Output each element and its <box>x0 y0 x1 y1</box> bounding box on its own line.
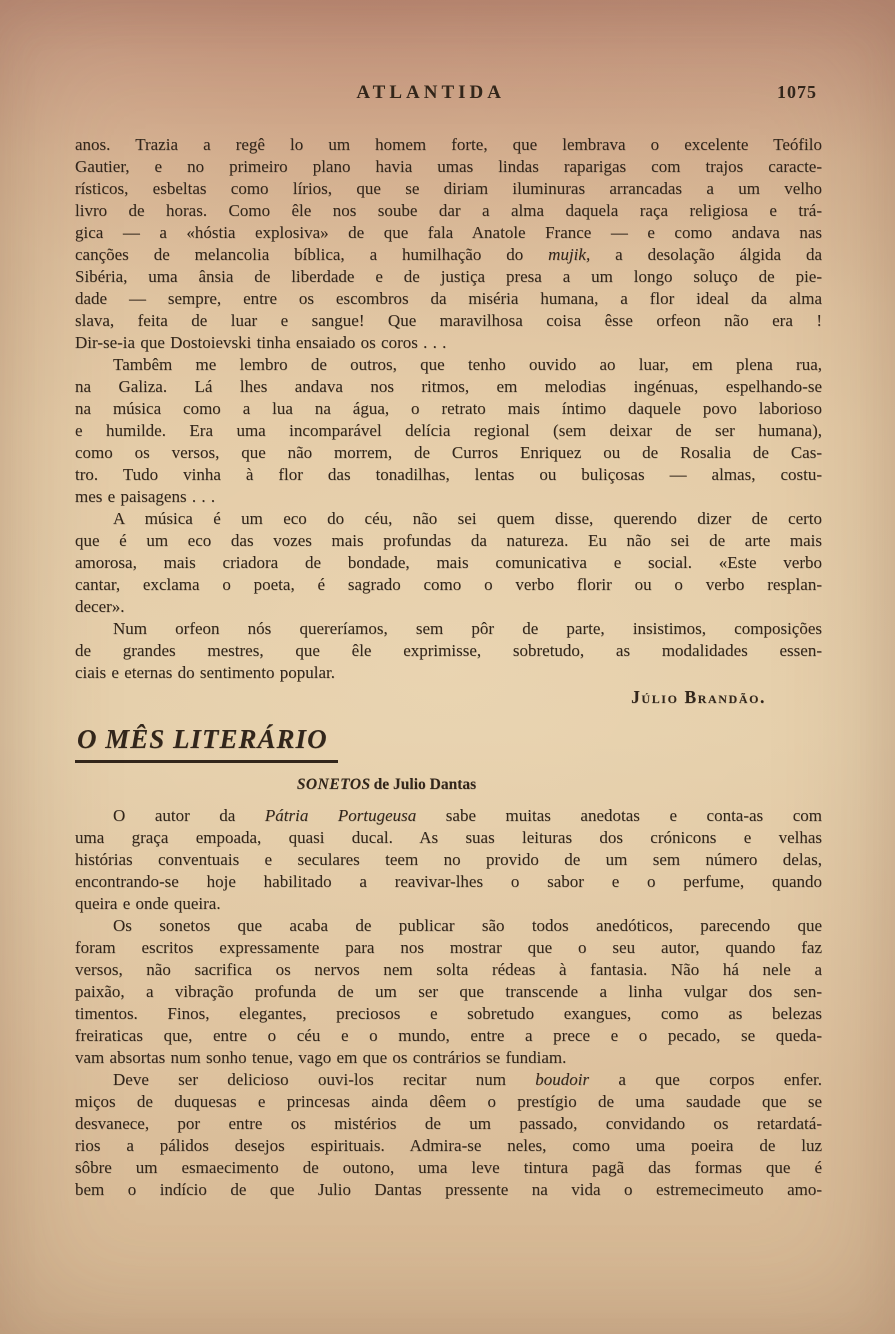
text-line: freiraticas que, entre o céu e o mundo, entre a prece e o pecado, se queda- <box>75 1025 822 1045</box>
paragraph <box>75 1069 822 1201</box>
text-line: que é um eco das vozes mais profundas da natureza. Eu não sei de arte mais <box>75 531 822 550</box>
text-line: e humilde. Era uma incomparável delícia regional (sem deixar de ser humana), <box>75 421 822 440</box>
paragraph <box>75 618 822 684</box>
page-number: 1075 <box>777 82 817 102</box>
text-line: anos. Trazia a regê lo um homem forte, que lembrava o excelente Teófilo <box>75 135 822 154</box>
text-line: ciais e eternas do sentimento popular. <box>75 663 336 682</box>
text-line: canções de melancolia bíblica, a humilhação do mujik, a desolação álgida da <box>75 245 822 264</box>
journal-title: ATLANTIDA <box>356 82 505 103</box>
paragraph <box>75 805 822 915</box>
text-line: A música é um eco do céu, não sei quem disse, querendo dizer de certo <box>113 509 822 528</box>
running-header <box>75 82 822 108</box>
text-line: Deve ser delicioso ouvi-los recitar num boudoir a que corpos enfer. <box>113 1069 822 1089</box>
text-line: foram escritos expressamente para nos mostrar que o seu autor, quando faz <box>75 937 822 957</box>
paragraph <box>75 915 822 1069</box>
paragraph <box>75 134 822 354</box>
text-line: Tambêm me lembro de outros, que tenho ouvido ao luar, em plena rua, <box>113 355 822 374</box>
text-line: na Galiza. Lá lhes andava nos ritmos, em melodias ingénuas, espelhando-se <box>75 377 822 396</box>
text-line: histórias conventuais e seculares teem no provido de um sem número delas, <box>75 849 822 869</box>
section-subtitle <box>13 774 760 796</box>
text-line: como os versos, que não morrem, de Curros Enriquez ou de Rosalia de Cas- <box>75 443 822 462</box>
section-heading: O MÊS LITERÁRIO <box>75 725 338 763</box>
text-line: tro. Tudo vinha à flor das tonadilhas, lentas ou buliçosas — almas, costu- <box>75 465 822 484</box>
text-line: O autor da Pátria Portugeusa sabe muitas anedotas e conta-as com <box>113 805 822 825</box>
text-line: livro de horas. Como êle nos soube dar a alma daquela raça religiosa e trá- <box>75 201 822 220</box>
text-line: timentos. Finos, elegantes, preciosos e sobretudo exangues, como as belezas <box>75 1003 822 1023</box>
text-line: Dir-se-ia que Dostoievski tinha ensaiado os coros . . . <box>75 333 447 352</box>
work-title: SONETOS <box>296 775 371 793</box>
text-line: Gautier, e no primeiro plano havia umas lindas raparigas com trajos caracte- <box>75 157 822 176</box>
text-line: na música como a lua na água, o retrato mais íntimo daquele povo laborioso <box>75 399 822 418</box>
text-line: Sibéria, uma ânsia de liberdade e de justiça presa a um longo soluço de pie- <box>75 267 822 286</box>
subtitle-byline: de Julio Dantas <box>373 775 477 793</box>
review-section <box>75 805 822 1201</box>
text-line: rios a pálidos desejos espirituais. Admira-se neles, como uma poeira de luz <box>75 1135 822 1155</box>
text-line: desvanece, por entre os mistérios de um passado, convidando os retardatá- <box>75 1113 822 1133</box>
text-line: sôbre um esmaecimento de outono, uma leve tintura pagã das formas que é <box>75 1157 822 1177</box>
text-line: Os sonetos que acaba de publicar são todos anedóticos, parecendo que <box>113 915 822 935</box>
article-end-section <box>75 134 822 684</box>
author-signature: Júlio Brandão. <box>631 687 766 707</box>
text-line: paixão, a vibração profunda de um ser que transcende a linha vulgar dos sen- <box>75 981 822 1001</box>
paragraph <box>75 354 822 508</box>
text-line: dade — sempre, entre os escombros da miséria humana, a flor ideal da alma <box>75 289 822 308</box>
text-line: de grandes mestres, que êle exprimisse, sobretudo, as modalidades essen- <box>75 641 822 660</box>
text-line: uma graça empoada, quasi ducal. As suas leituras dos crónicons e velhas <box>75 827 822 847</box>
text-line: rísticos, esbeltas como lírios, que se diriam iluminuras arrancadas a um velho <box>75 179 822 198</box>
text-line: amorosa, mais criadora de bondade, mais comunicativa e social. «Este verbo <box>75 553 822 572</box>
text-line: decer». <box>75 597 125 616</box>
text-line: vam absortas num sonho tenue, vago em que os contrários se fundiam. <box>75 1047 567 1067</box>
text-line: queira e onde queira. <box>75 893 221 913</box>
paragraph <box>75 508 822 618</box>
text-line: gica — a «hóstia explosiva» de que fala Anatole France — e como andava nas <box>75 223 822 242</box>
text-line: Num orfeon nós quereríamos, sem pôr de parte, insistimos, composições <box>113 619 822 638</box>
text-line: encontrando-se hoje habilitado a reavivar-lhes o sabor e o perfume, quando <box>75 871 822 891</box>
text-line: slava, feita de luar e sangue! Que maravilhosa coisa êsse orfeon não era ! <box>75 311 822 330</box>
text-line: versos, não sacrifica os nervos nem solta rédeas à fantasia. Não há nele a <box>75 959 822 979</box>
text-line: mes e paisagens . . . <box>75 487 216 506</box>
text-line: miços de duquesas e princesas ainda dêem o prestígio de uma saudade que se <box>75 1091 822 1111</box>
text-line: cantar, exclama o poeta, é sagrado como o verbo florir ou o verbo resplan- <box>75 575 822 594</box>
text-block <box>75 134 822 1201</box>
section-heading-row <box>75 708 822 763</box>
text-line: bem o indício de que Julio Dantas pressente na vida o estremecimeuto amo- <box>75 1179 822 1199</box>
